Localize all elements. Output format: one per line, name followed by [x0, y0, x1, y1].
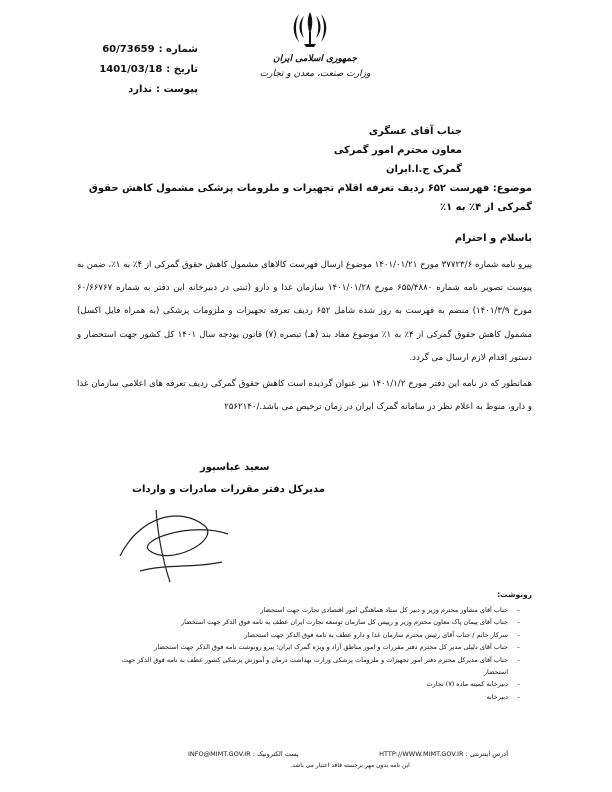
letter-attachment-value: ندارد	[128, 84, 152, 95]
footer-note: این نامه بدون مهر برجسته فاقد اعتبار می باشد.	[290, 762, 410, 769]
footer-website-label: : آدرس اینترنتی	[465, 750, 508, 758]
iran-emblem-icon	[290, 8, 330, 50]
cc-item: – جناب آقای دلیلی مدیر کل محترم دفتر مقررات و امور مناطق آزاد و ویژه گمرک ایران؛ پیرو رونوشت نامه فوق الذکر جهت استحضار	[100, 641, 520, 653]
body-paragraph-1: پیرو نامه شماره ۳۷۷۲۳/۶ مورخ ۱۴۰۱/۰۱/۲۱ موضوع ارسال فهرست کالاهای مشمول کاهش حقوق گمرکی از ۴٪ به ۱٪، ضمن به پیوست تصویر نامه شماره ۶۵۵/۴۸۸۰ مورخ ۱۴۰۱/۰۱/۲۸ سازمان غذا و دارو (ثبتی در دبیرخانه این دفتر به شماره ۶۰/۶۶۷۶۷ مورخ ۱۴۰۱/۳/۹) منضم به فهرست به روز شده شامل ۶۵۲ ردیف تعرفه تجهیزات و ملزومات پزشکی (به همراه فایل اکسل) مشمول کاهش حقوق گمرکی از ۴٪ به ۱٪ موضوع مفاد بند (هـ) تبصره (۷) قانون بودجه سال ۱۴۰۱ کل کشور جهت استحضار و دستور اقدام لازم ارسال می گردد.	[77, 260, 532, 363]
recipient-org: گمرک ج.ا.ایران	[385, 164, 462, 175]
letter-meta	[68, 40, 198, 100]
cc-item-text: جناب آقای مشاور محترم وزیر و دبیر کل ستاد هماهنگی امور اقتصادی تجارت جهت استحضار	[260, 606, 508, 614]
cc-item: – جناب آقای پیمان پاک معاون محترم وزیر و رییس کل سازمان توسعه تجارت ایران عطف به نامه فوق الذکر جهت استحضار	[100, 616, 520, 628]
cc-item: – جناب آقای مدیرکل محترم دفتر امور تجهیزات و ملزومات پزشکی وزارت بهداشت درمان و آموزش پزشکی کشور عطف به نامه فوق الذکر جهت استحضار	[100, 654, 520, 679]
letter-number-row	[68, 40, 198, 60]
letter-number-value: 60/73659	[102, 44, 155, 55]
recipient-name: جناب آقای عسگری	[368, 126, 462, 137]
footer-email-value: INFO@MIMT.GOV.IR	[188, 750, 251, 758]
letter-attachment-row	[68, 80, 198, 100]
letter-date-row	[68, 60, 198, 80]
footer-website	[379, 750, 508, 758]
cc-heading: رونوشت:	[497, 590, 532, 599]
recipient-block	[202, 122, 462, 179]
letter-number-label: شماره :	[158, 44, 198, 55]
letter-body	[77, 254, 532, 419]
cc-item-text: جناب آقای مدیرکل محترم دفتر امور تجهیزات و ملزومات پزشکی وزارت بهداشت درمان و آموزش پزشکی کشور عطف به نامه فوق الذکر جهت استحضار	[121, 655, 508, 677]
ministry-header	[230, 52, 400, 82]
cc-item: – جناب آقای مشاور محترم وزیر و دبیر کل ستاد هماهنگی امور اقتصادی تجارت جهت استحضار	[100, 604, 520, 616]
cc-item-text: دبیرخانه کمیته ماده (۷) تجارت	[426, 680, 508, 689]
footer-email	[188, 750, 299, 758]
footer-website-value: HTTP://WWW.MIMT.GOV.IR	[379, 750, 464, 758]
cc-item: – سرکار خانم / جناب آقای رئیس محترم سازمان غذا و دارو عطف به نامه فوق الذکر جهت استحضار	[100, 629, 520, 641]
subject-block	[72, 179, 532, 217]
letter-date-value: 1401/03/18	[99, 64, 163, 75]
subject-line-1: موضوع: فهرست ۶۵۲ ردیف تعرفه اقلام تجهیزات و ملزومات پزشکی مشمول کاهش حقوق	[88, 183, 532, 194]
handwritten-signature	[110, 496, 240, 586]
signer-title: مدیرکل دفتر مقررات صادرات و واردات	[132, 484, 325, 495]
body-paragraph-2: همانطور که در نامه این دفتر مورخ ۱۴۰۱/۱/۲ نیز عنوان گردیده است کاهش حقوق گمرکی ردیف تعرفه های اعلامی سازمان غذا و دارو، منوط به اعلام نظر در سامانه گمرک ایران در زمان ترخیص می باشد./۲۵۶۲۱۴۰	[77, 379, 532, 413]
ministry-name: وزارت صنعت، معدن و تجارت	[259, 69, 371, 79]
cc-item: – دبیرخانه	[100, 691, 520, 703]
cc-item-text: دبیرخانه	[486, 692, 508, 701]
cc-list	[100, 604, 520, 703]
footer-email-label: : پست الکترونیک	[252, 750, 299, 758]
recipient-title: معاون محترم امور گمرکی	[333, 145, 462, 156]
cc-item-text: جناب آقای دلیلی مدیر کل محترم دفتر مقررات و امور مناطق آزاد و ویژه گمرک ایران؛ پیرو رونوشت نامه فوق الذکر جهت استحضار	[154, 643, 508, 652]
subject-line-2: گمرکی از ۴٪ به ۱٪	[439, 202, 532, 213]
republic-name: جمهوری اسلامی ایران	[272, 54, 358, 64]
letter-date-label: تاریخ :	[166, 64, 198, 75]
cc-item-text: جناب آقای پیمان پاک معاون محترم وزیر و رییس کل سازمان توسعه تجارت ایران عطف به نامه فوق الذکر جهت استحضار	[180, 618, 508, 627]
cc-item-text: سرکار خانم / جناب آقای رئیس محترم سازمان غذا و دارو عطف به نامه فوق الذکر جهت استحضار	[244, 630, 508, 639]
signer-name: سعید عباسپور	[200, 462, 270, 473]
greeting: باسلام و احترام	[454, 233, 532, 244]
letter-attachment-label: پیوست :	[155, 84, 198, 95]
cc-item: – دبیرخانه کمیته ماده (۷) تجارت	[100, 678, 520, 690]
footer-contacts	[188, 748, 508, 760]
